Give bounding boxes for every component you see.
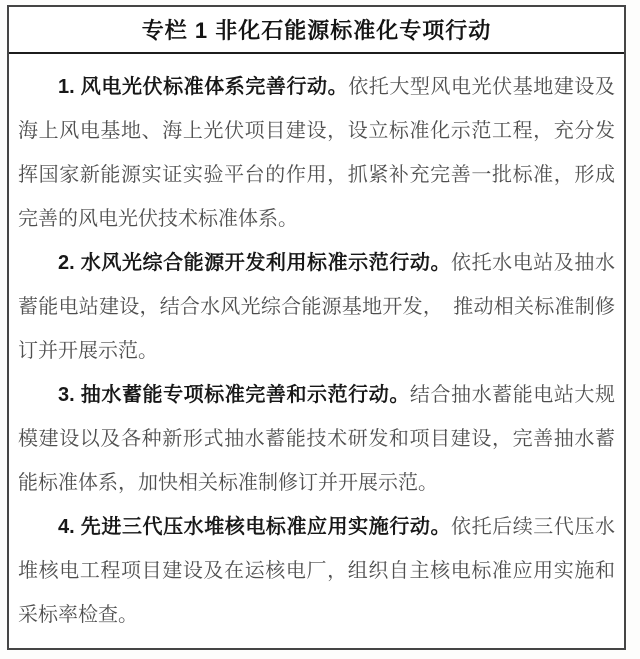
action-3-lead: 3. 抽水蓄能专项标准完善和示范行动。 <box>58 384 410 406</box>
action-paragraph-2 <box>18 241 615 373</box>
action-1-lead: 1. 风电光伏标准体系完善行动。 <box>58 76 349 98</box>
column-box <box>7 5 626 650</box>
column-title-row <box>9 7 624 54</box>
action-1-description: 依托大型风电光伏基地建设及海上风电基地、海上光伏项目建设，设立标准化示范工程，充分发挥国家新能源实证实验平台的作用，抓紧补充完善一批标准，形成完善的风电光伏技术标准体系。 <box>18 76 615 230</box>
action-4-lead: 4. 先进三代压水堆核电标准应用实施行动。 <box>58 516 452 538</box>
action-2-description: 依托水电站及抽水蓄能电站建设，结合水风光综合能源基地开发， 推动相关标准制修订并开展示范。 <box>18 252 615 362</box>
action-3-description: 结合抽水蓄能电站大规模建设以及各种新形式抽水蓄能技术研发和项目建设，完善抽水蓄能标准体系，加快相关标准制修订并开展示范。 <box>18 384 615 494</box>
column-body <box>9 54 624 637</box>
action-paragraph-3 <box>18 373 615 505</box>
action-4-description: 依托后续三代压水堆核电工程项目建设及在运核电厂，组织自主核电标准应用实施和采标率检查。 <box>18 516 615 626</box>
action-2-lead: 2. 水风光综合能源开发利用标准示范行动。 <box>58 252 452 274</box>
action-paragraph-4 <box>18 505 615 637</box>
column-title: 专栏 1 非化石能源标准化专项行动 <box>141 18 492 43</box>
action-paragraph-1 <box>18 65 615 241</box>
